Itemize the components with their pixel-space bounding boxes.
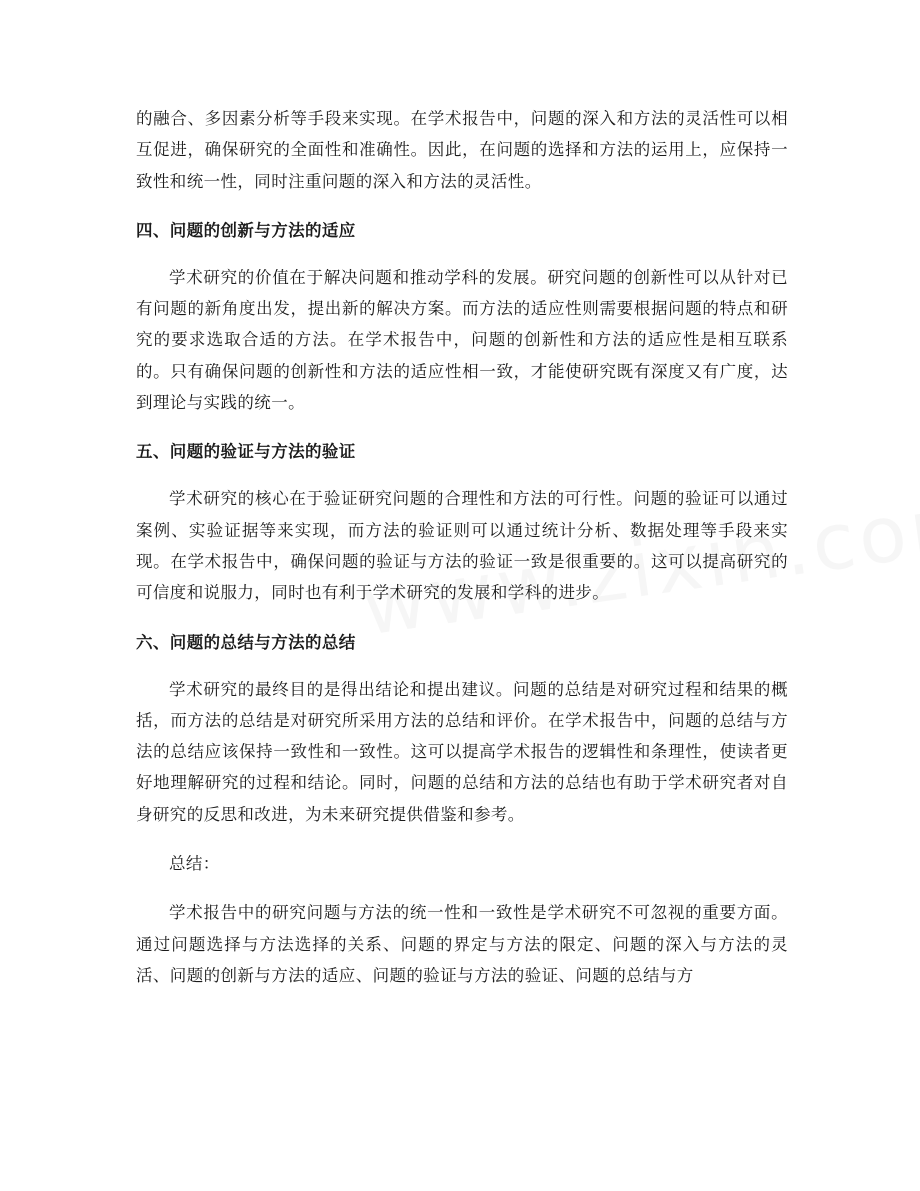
paragraph-section-4: 学术研究的价值在于解决问题和推动学科的发展。研究问题的创新性可以从针对已有问题的新角度出发，提出新的解决方案。而方法的适应性则需要根据问题的特点和研究的要求选取合适的方法。在学术报告中，问题的创新性和方法的适应性是相互联系的。只有确保问题的创新性和方法的适应性相一致，才能使研究既有深度又有广度，达到理论与实践的统一。 bbox=[136, 267, 788, 413]
paragraph-summary: 学术报告中的研究问题与方法的统一性和一致性是学术研究不可忽视的重要方面。通过问题选择与方法选择的关系、问题的界定与方法的限定、问题的深入与方法的灵活、问题的创新与方法的适应、问题的验证与方法的验证、问题的总结与方 bbox=[136, 903, 788, 985]
section-heading-4: 四、问题的创新与方法的适应 bbox=[136, 220, 356, 240]
section-heading-6: 六、问题的总结与方法的总结 bbox=[136, 632, 356, 652]
document-body bbox=[136, 103, 788, 991]
paragraph-section-5: 学术研究的核心在于验证研究问题的合理性和方法的可行性。问题的验证可以通过案例、实验证据等来实现，而方法的验证则可以通过统计分析、数据处理等手段来实现。在学术报告中，确保问题的验证与方法的验证一致是很重要的。这可以提高研究的可信度和说服力，同时也有利于学术研究的发展和学科的进步。 bbox=[136, 489, 788, 603]
paragraph-continued: 的融合、多因素分析等手段来实现。在学术报告中，问题的深入和方法的灵活性可以相互促进，确保研究的全面性和准确性。因此，在问题的选择和方法的运用上，应保持一致性和统一性，同时注重问题的深入和方法的灵活性。 bbox=[136, 109, 788, 191]
section-heading-5: 五、问题的验证与方法的验证 bbox=[136, 442, 356, 462]
summary-label: 总结： bbox=[169, 854, 220, 874]
paragraph-section-6: 学术研究的最终目的是得出结论和提出建议。问题的总结是对研究过程和结果的概括，而方法的总结是对研究所采用方法的总结和评价。在学术报告中，问题的总结与方法的总结应该保持一致性和一致性。这可以提高学术报告的逻辑性和条理性，使读者更好地理解研究的过程和结论。同时，问题的总结和方法的总结也有助于学术研究者对自身研究的反思和改进，为未来研究提供借鉴和参考。 bbox=[136, 679, 788, 824]
